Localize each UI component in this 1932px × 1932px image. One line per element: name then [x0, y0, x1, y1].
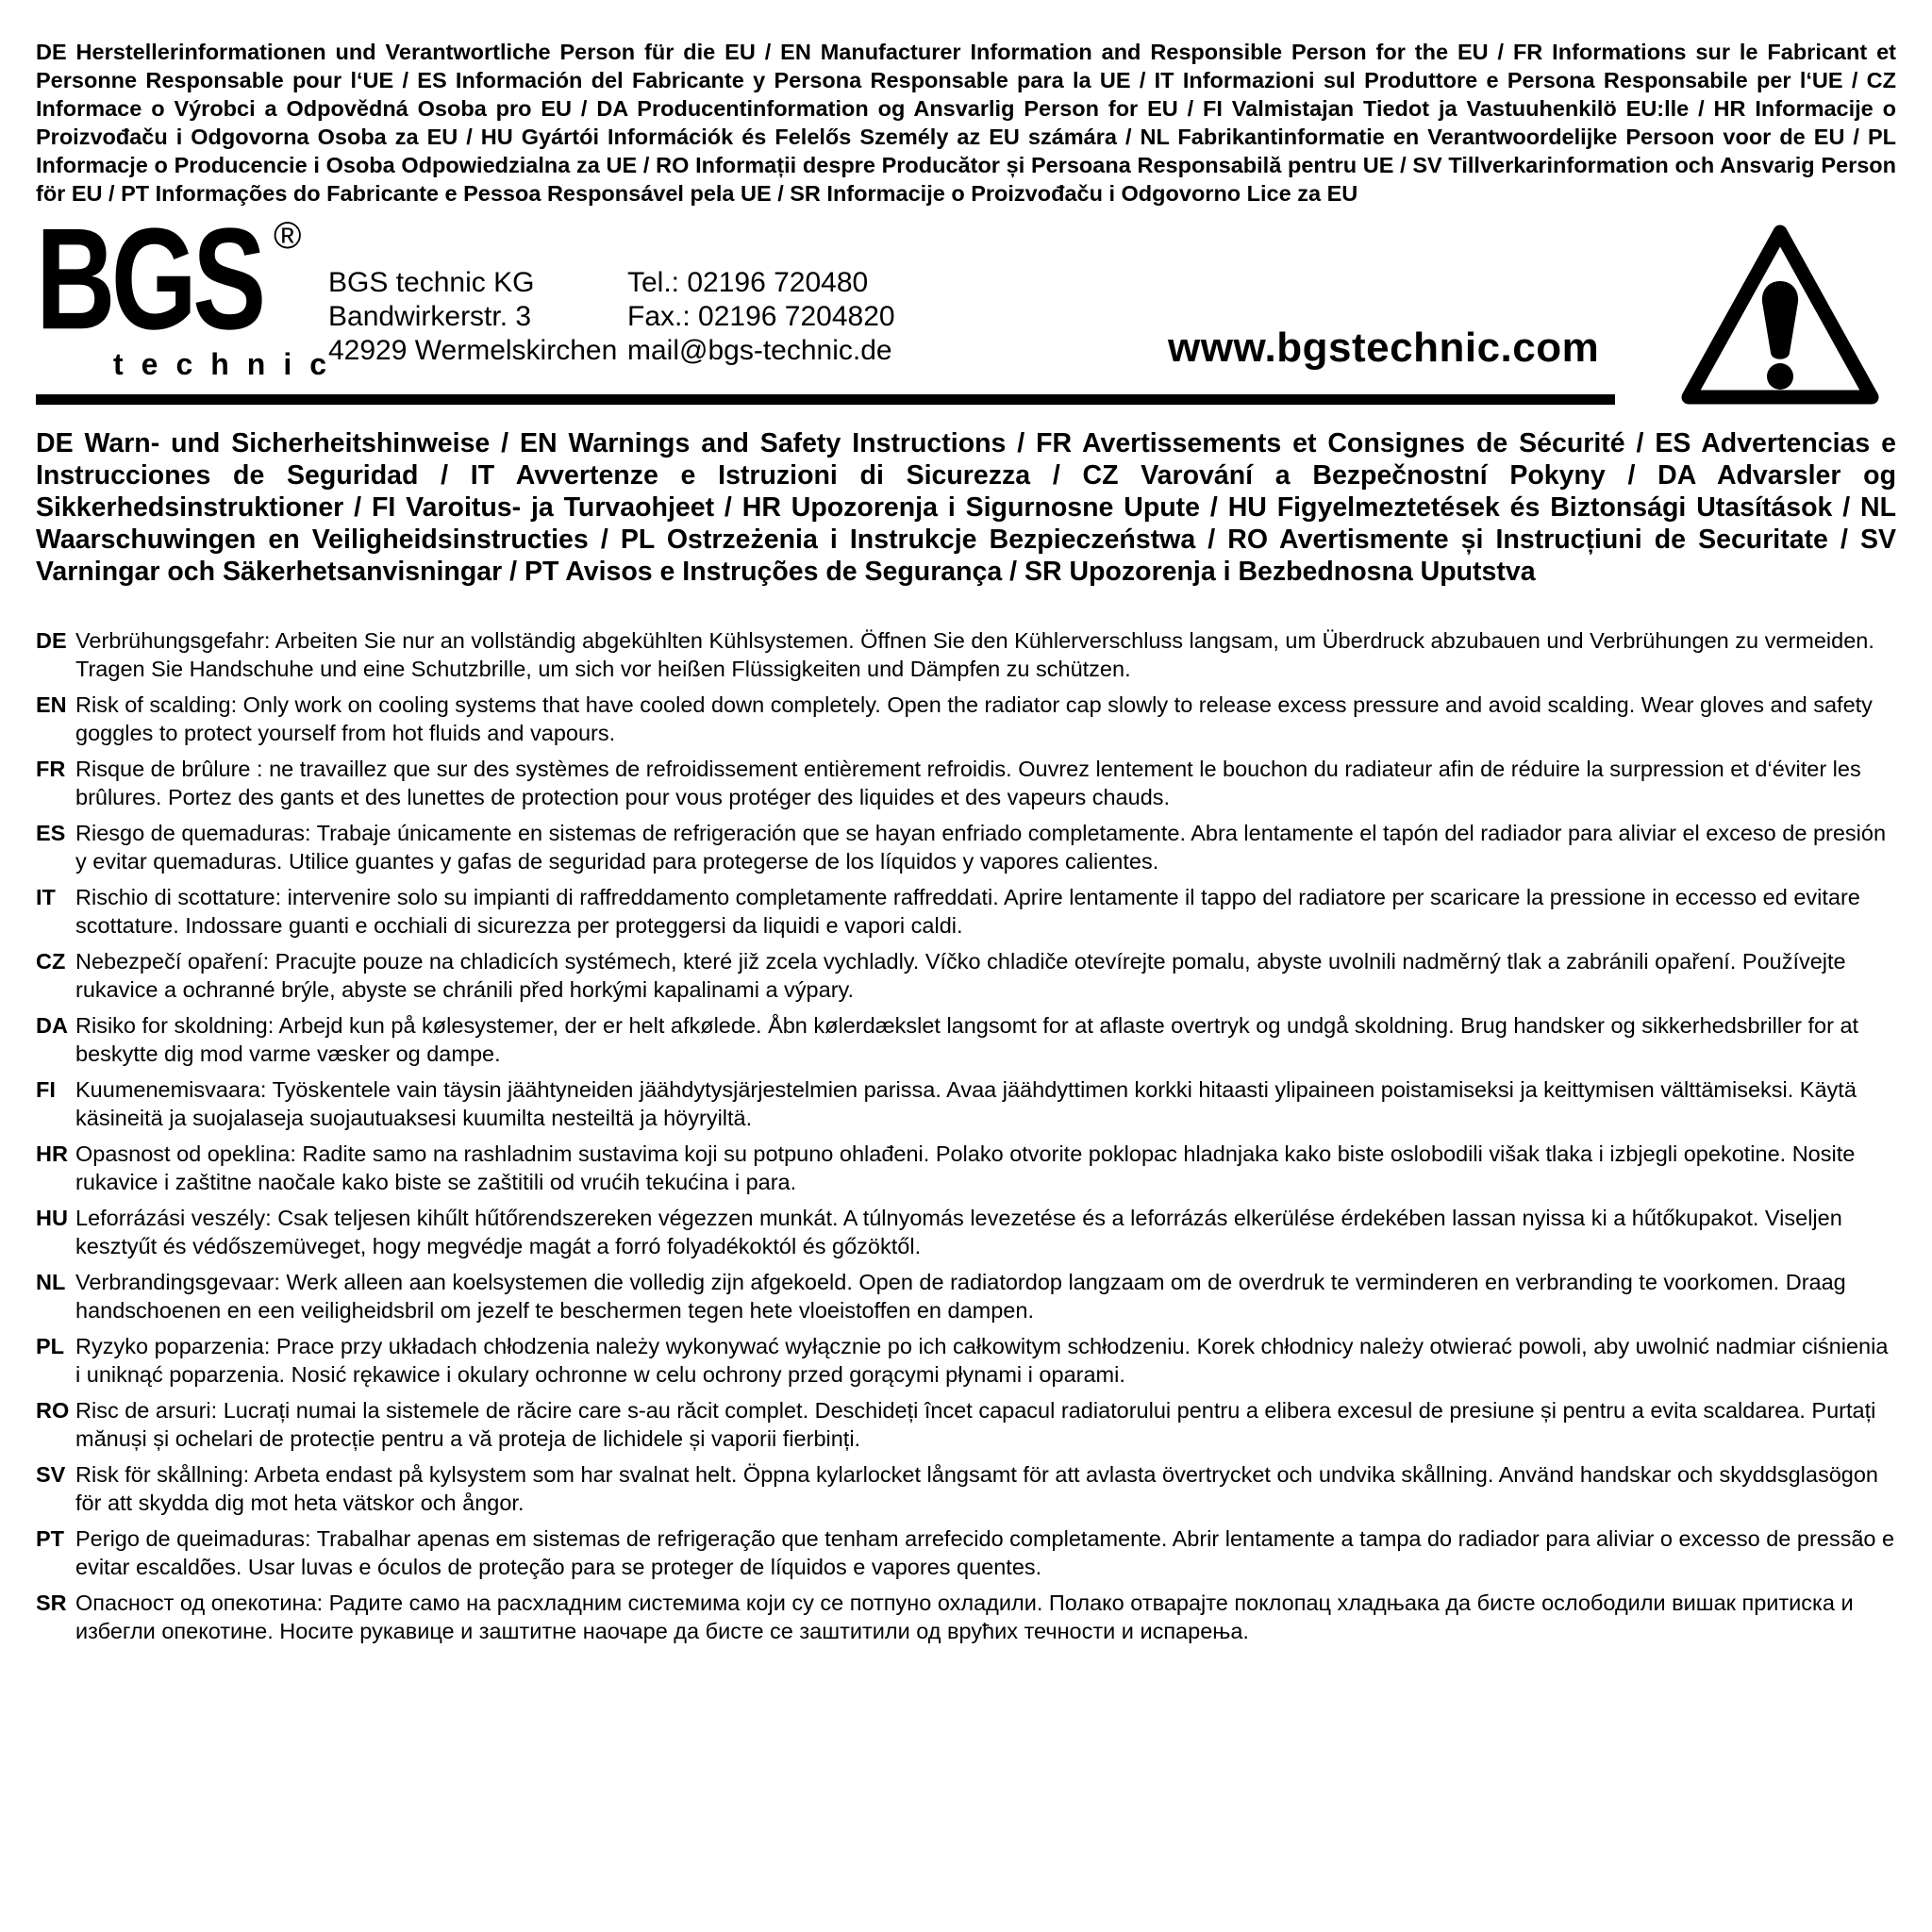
company-contact-block	[627, 266, 895, 368]
website-url: www.bgstechnic.com	[1168, 325, 1600, 371]
warning-item	[36, 884, 1896, 940]
language-code: DA	[36, 1013, 68, 1038]
warning-item	[36, 1205, 1896, 1260]
language-code: SV	[36, 1462, 66, 1487]
warning-item	[36, 1012, 1896, 1068]
language-code: DE	[36, 628, 67, 653]
email-address: mail@bgs-technic.de	[627, 335, 892, 366]
bgs-logo-subtext: technic	[113, 347, 345, 381]
language-code: FR	[36, 757, 66, 781]
language-code: FI	[36, 1077, 56, 1102]
warning-text: Opasnost od opeklina: Radite samo na rashladnim sustavima koji su potpuno ohlađeni. Polako otvorite poklopac hladnjaka kako biste oslobodili višak tlaka i izbjegli opekotine. Nosite rukavice i zaštitne naočale kako biste se zaštitili od vrućih tekućina i para.	[75, 1141, 1856, 1194]
warning-text: Risiko for skoldning: Arbejd kun på kølesystemer, der er helt afkølede. Åbn kølerdækslet langsomt for at aflaste overtryk og undgå skoldning. Brug handsker og sikkerhedsbriller for at beskytte dig mod varme væsker og dampe.	[75, 1013, 1859, 1066]
warning-text: Leforrázási veszély: Csak teljesen kihűlt hűtőrendszereken végezzen munkát. A túlnyomás levezetése és a leforrázás elkerülése érdekében lassan nyissa ki a hűtőkupakot. Viseljen kesztyűt és védőszemüveget, hogy megvédje magát a forró folyadékoktól és gőzöktől.	[75, 1206, 1842, 1258]
warning-text: Risc de arsuri: Lucrați numai la sistemele de răcire care s-au răcit complet. Deschideți încet capacul radiatorului pentru a elibera excesul de presiune și pentru a evita scaldarea. Purtați mănuși și ochelari de protecție pentru a vă proteja de lichidele și vaporii fierbinți.	[75, 1398, 1876, 1451]
warning-text: Verbrandingsgevaar: Werk alleen aan koelsystemen die volledig zijn afgekoeld. Open de radiatordop langzaam om de overdruk te verminderen en verbranding te voorkomen. Draag handschoenen en een veiligheidsbril om jezelf te beschermen tegen hete vloeistoffen en dampen.	[75, 1270, 1846, 1323]
warning-text: Rischio di scottature: intervenire solo su impianti di raffreddamento completamente raffreddati. Aprire lentamente il tappo del radiatore per scaricare la pressione in eccesso ed evitare scottature. Indossare guanti e occhiali di sicurezza per proteggersi da liquidi e vapori caldi.	[75, 885, 1860, 938]
warning-item	[36, 627, 1896, 683]
warning-text: Nebezpečí opaření: Pracujte pouze na chladicích systémech, které již zcela vychladly. Víčko chladiče otevírejte pomalu, abyste uvolnili nadměrný tlak a zabránili opaření. Používejte rukavice a ochranné brýle, abyste se chránili před horkými kapalinami a výpary.	[75, 949, 1846, 1002]
warning-item	[36, 820, 1896, 875]
warning-text: Risk för skållning: Arbeta endast på kylsystem som har svalnat helt. Öppna kylarlocket långsamt för att avlasta övertrycket och undvika skållning. Använd handskar och skyddsglasögon för att skydda dig mot heta vätskor och ångor.	[75, 1462, 1879, 1515]
warning-item	[36, 756, 1896, 811]
warnings-safety-header: DE Warn- und Sicherheitshinweise / EN Warnings and Safety Instructions / FR Avertissements et Consignes de Sécurité / ES Advertencias e Instrucciones de Seguridad / IT Avvertenze e Istruzioni di Sicurezza / CZ Varování a Bezpečnostní Pokyny / DA Advarsler og Sikkerhedsinstruktioner / FI Varoitus- ja Turvaohjeet / HR Upozorenja i Sigurnosne Upute / HU Figyelmeztetések és Biztonsági Utasítások / NL Waarschuwingen en Veiligheidsinstructies / PL Ostrzeżenia i Instrukcje Bezpieczeństwa / RO Avertismente și Instrucțiuni de Securitate / SV Varningar och Säkerhetsanvisningar / PT Avisos e Instruções de Segurança / SR Upozorenja i Bezbednosna Uputstva	[36, 428, 1896, 587]
language-code: CZ	[36, 949, 66, 974]
phone-number: Tel.: 02196 720480	[627, 267, 869, 298]
bgs-logo	[36, 197, 345, 391]
language-code: HU	[36, 1206, 68, 1230]
company-name: BGS technic KG	[328, 267, 535, 298]
language-code: PL	[36, 1334, 65, 1358]
warning-text: Riesgo de quemaduras: Trabaje únicamente en sistemas de refrigeración que se hayan enfriado completamente. Abra lentamente el tapón del radiador para aliviar el exceso de presión y evitar quemaduras. Utilice guantes y gafas de seguridad para protegerse de los líquidos y vapores calientes.	[75, 821, 1887, 874]
language-code: IT	[36, 885, 56, 909]
manufacturer-info-header: DE Herstellerinformationen und Verantwortliche Person für die EU / EN Manufacturer Information and Responsible Person for the EU / FR Informations sur le Fabricant et Personne Responsable pour l‘UE / ES Información del Fabricante y Persona Responsable para la UE / IT Informazioni sul Produttore e Persona Responsabile per l‘UE / CZ Informace o Výrobci a Odpovědná Osoba pro EU / DA Producentinformation og Ansvarlig Person for EU / FI Valmistajan Tiedot ja Vastuuhenkilö EU:lle / HR Informacije o Proizvođaču i Odgovorna Osoba za EU / HU Gyártói Információk és Felelős Személy az EU számára / NL Fabrikantinformatie en Verantwoordelijke Persoon voor de EU / PL Informacje o Producencie i Osoba Odpowiedzialna za UE / RO Informații despre Producător și Persoana Responsabilă pentru UE / SV Tillverkarinformation och Ansvarig Person för EU / PT Informações do Fabricante e Pessoa Responsável pela UE / SR Informacije o Proizvođaču i Odgovorno Lice za EU	[36, 40, 1896, 206]
warning-item	[36, 691, 1896, 747]
warning-item	[36, 1525, 1896, 1581]
warning-text: Ryzyko poparzenia: Prace przy układach chłodzenia należy wykonywać wyłącznie po ich całkowitym schłodzeniu. Korek chłodnicy należy otwierać powoli, aby uwolnić nadmiar ciśnienia i uniknąć poparzenia. Nosić rękawice i okulary ochronne w celu ochrony przed gorącymi płynami i oparami.	[75, 1334, 1889, 1387]
company-address-block	[328, 266, 617, 368]
fax-number: Fax.: 02196 7204820	[627, 301, 895, 332]
company-city: 42929 Wermelskirchen	[328, 335, 618, 366]
warning-item	[36, 1333, 1896, 1389]
language-code: NL	[36, 1270, 66, 1294]
divider	[36, 394, 1615, 405]
warning-item	[36, 1269, 1896, 1324]
language-code: SR	[36, 1591, 67, 1615]
language-code: EN	[36, 692, 67, 717]
warning-item	[36, 1397, 1896, 1453]
warning-item	[36, 948, 1896, 1004]
language-code: RO	[36, 1398, 70, 1423]
warning-text: Verbrühungsgefahr: Arbeiten Sie nur an vollständig abgekühlten Kühlsystemen. Öffnen Sie den Kühlerverschluss langsam, um Überdruck abzubauen und Verbrühungen zu vermeiden. Tragen Sie Handschuhe und eine Schutzbrille, um sich vor heißen Flüssigkeiten und Dämpfen zu schützen.	[75, 628, 1874, 681]
warning-text: Risk of scalding: Only work on cooling systems that have cooled down completely. Open the radiator cap slowly to release excess pressure and avoid scalding. Wear gloves and safety goggles to protect yourself from hot fluids and vapours.	[75, 692, 1873, 745]
warnings-list	[36, 627, 1896, 1645]
bgs-logo-text: BGS	[36, 197, 262, 359]
warning-triangle-icon	[1680, 223, 1880, 406]
warning-text: Kuumenemisvaara: Työskentele vain täysin jäähtyneiden jäähdytysjärjestelmien parissa. Avaa jäähdyttimen korkki hitaasti ylipaineen poistamiseksi ja keittymisen välttämiseksi. Käytä käsineitä ja suojalaseja suojautuaksesi kuumilta nesteiltä ja höyryiltä.	[75, 1077, 1857, 1130]
language-code: PT	[36, 1526, 65, 1551]
language-code: ES	[36, 821, 66, 845]
warning-text: Risque de brûlure : ne travaillez que sur des systèmes de refroidissement entièrement refroidis. Ouvrez lentement le bouchon du radiateur afin de réduire la surpression et d‘éviter les brûlures. Portez des gants et des lunettes de protection pour vous protéger des liquides et des vapeurs chauds.	[75, 757, 1861, 809]
registered-trademark-icon: ®	[274, 215, 302, 257]
language-code: HR	[36, 1141, 68, 1166]
company-street: Bandwirkerstr. 3	[328, 301, 532, 332]
warning-text: Perigo de queimaduras: Trabalhar apenas em sistemas de refrigeração que tenham arrefecido completamente. Abrir lentamente a tampa do radiador para aliviar o excesso de pressão e evitar escaldões. Usar luvas e óculos de proteção para se proteger de líquidos e vapores quentes.	[75, 1526, 1895, 1579]
warning-item	[36, 1141, 1896, 1196]
warning-item	[36, 1461, 1896, 1517]
warning-text: Опасност од опекотина: Радите само на расхладним системима који су се потпуно охладили. Полако отварајте поклопац хладњака да бисте ослободили вишак притиска и избегли опекотине. Носите рукавице и заштитне наочаре да бисте се заштитили од врућих течности и испарења.	[75, 1591, 1854, 1643]
warning-item	[36, 1590, 1896, 1645]
company-info-row	[36, 197, 1896, 394]
warning-item	[36, 1076, 1896, 1132]
